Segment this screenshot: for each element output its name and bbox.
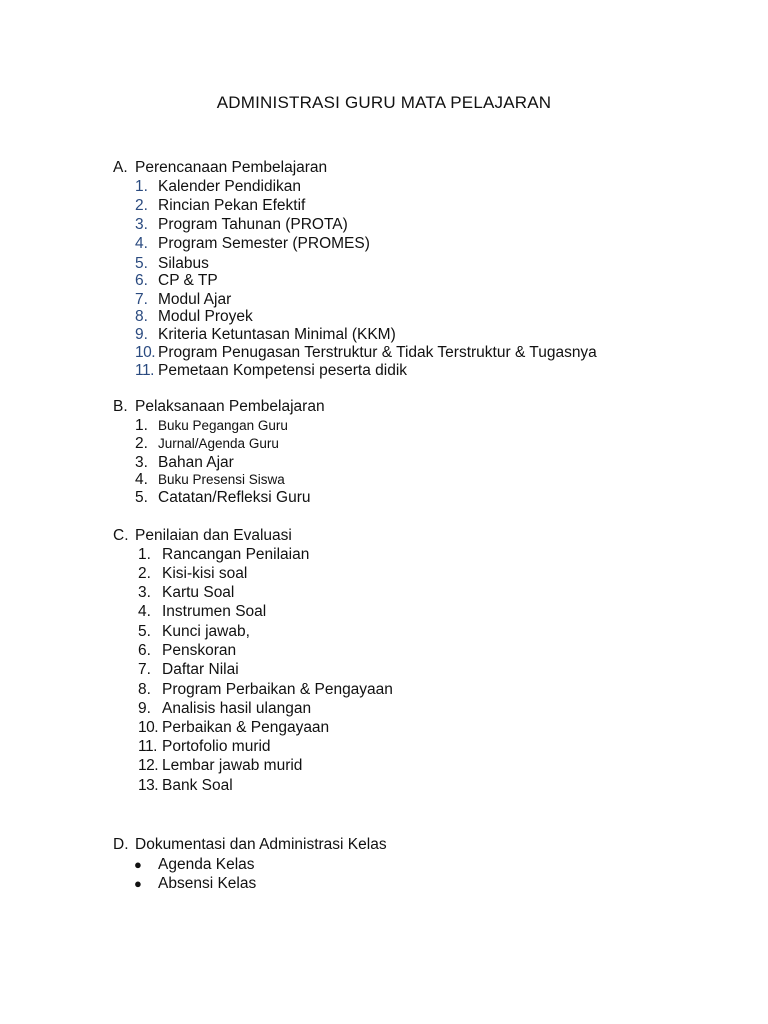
- section-c-heading: [113, 527, 292, 545]
- list-item: [135, 362, 407, 380]
- item-text: Analisis hasil ulangan: [162, 700, 312, 717]
- item-number: 2.: [135, 435, 148, 452]
- item-number: 1.: [135, 417, 148, 434]
- item-text: CP & TP: [158, 272, 218, 289]
- list-item: [135, 216, 348, 234]
- item-number: 13.: [138, 777, 159, 794]
- item-number: 1.: [135, 178, 148, 195]
- list-item: [135, 326, 396, 344]
- item-text: Program Semester (PROMES): [158, 235, 370, 252]
- item-text: Kalender Pendidikan: [158, 178, 302, 195]
- item-number: 3.: [135, 454, 148, 471]
- list-item: [138, 738, 271, 756]
- item-number: 11.: [138, 738, 157, 755]
- item-number: 9.: [138, 700, 151, 717]
- bullet-text: Agenda Kelas: [158, 856, 255, 873]
- item-number: 3.: [135, 216, 148, 233]
- item-number: 8.: [135, 308, 148, 325]
- item-text: Kartu Soal: [162, 584, 235, 601]
- list-item: [135, 197, 305, 215]
- list-item: [138, 700, 311, 718]
- item-text: Penskoran: [162, 642, 237, 659]
- item-number: 7.: [138, 661, 151, 678]
- list-item: [135, 417, 288, 435]
- list-item: [138, 661, 239, 679]
- section-letter: C.: [113, 527, 129, 544]
- list-item: [138, 546, 309, 564]
- item-number: 4.: [135, 235, 148, 252]
- list-item: [138, 642, 236, 660]
- item-number: 1.: [138, 546, 151, 563]
- list-item: [135, 435, 279, 453]
- item-text: Buku Pegangan Guru: [158, 418, 288, 433]
- item-text: Kunci jawab,: [162, 623, 250, 640]
- list-item: [138, 623, 250, 641]
- item-text: Kisi-kisi soal: [162, 565, 248, 582]
- item-number: 12.: [138, 757, 159, 774]
- section-b-heading: [113, 398, 325, 416]
- item-number: 8.: [138, 681, 151, 698]
- section-title: Perencanaan Pembelajaran: [135, 159, 328, 176]
- item-number: 4.: [135, 471, 148, 488]
- page-title: ADMINISTRASI GURU MATA PELAJARAN: [216, 93, 552, 112]
- item-number: 3.: [138, 584, 151, 601]
- section-letter: B.: [113, 398, 128, 415]
- item-text: Pemetaan Kompetensi peserta didik: [158, 362, 408, 379]
- item-text: Bahan Ajar: [158, 454, 234, 471]
- item-number: 2.: [135, 197, 148, 214]
- bullet-icon: ●: [134, 876, 142, 891]
- item-number: 5.: [135, 489, 148, 506]
- item-text: Silabus: [158, 255, 209, 272]
- item-text: Perbaikan & Pengayaan: [162, 719, 330, 736]
- section-letter: D.: [113, 836, 129, 853]
- list-item: [135, 272, 218, 290]
- item-text: Program Tahunan (PROTA): [158, 216, 348, 233]
- item-number: 2.: [138, 565, 151, 582]
- list-item: [135, 291, 231, 309]
- item-text: Modul Ajar: [158, 291, 232, 308]
- list-item: [135, 308, 253, 326]
- section-d-heading: [113, 836, 387, 854]
- list-item: [135, 344, 597, 362]
- bullet-item: [134, 856, 255, 874]
- item-text: Catatan/Refleksi Guru: [158, 489, 311, 506]
- list-item: [135, 489, 311, 507]
- list-item: [135, 255, 209, 273]
- bullet-text: Absensi Kelas: [158, 875, 257, 892]
- bullet-icon: ●: [134, 857, 142, 872]
- item-number: 6.: [135, 272, 148, 289]
- item-number: 5.: [138, 623, 151, 640]
- item-number: 10.: [138, 719, 159, 736]
- item-number: 5.: [135, 255, 148, 272]
- item-text: Bank Soal: [162, 777, 233, 794]
- item-text: Jurnal/Agenda Guru: [158, 436, 279, 451]
- list-item: [138, 757, 302, 775]
- list-item: [138, 719, 329, 737]
- item-text: Daftar Nilai: [162, 661, 239, 678]
- item-number: 7.: [135, 291, 148, 308]
- item-number: 11.: [135, 362, 154, 379]
- section-title: Penilaian dan Evaluasi: [135, 527, 292, 544]
- list-item: [138, 565, 247, 583]
- item-text: Modul Proyek: [158, 308, 253, 325]
- item-text: Rancangan Penilaian: [162, 546, 310, 563]
- item-number: 9.: [135, 326, 148, 343]
- list-item: [138, 584, 234, 602]
- list-item: [135, 235, 370, 253]
- item-text: Rincian Pekan Efektif: [158, 197, 306, 214]
- section-title: Pelaksanaan Pembelajaran: [135, 398, 325, 415]
- list-item: [135, 454, 234, 472]
- section-title: Dokumentasi dan Administrasi Kelas: [135, 836, 387, 853]
- list-item: [138, 681, 393, 699]
- item-text: Kriteria Ketuntasan Minimal (KKM): [158, 326, 396, 343]
- item-text: Program Penugasan Terstruktur & Tidak Terstruktur & Tugasnya: [158, 344, 597, 361]
- section-a-heading: [113, 159, 327, 177]
- list-item: [138, 603, 266, 621]
- bullet-item: [134, 875, 256, 893]
- item-text: Lembar jawab murid: [162, 757, 303, 774]
- item-number: 4.: [138, 603, 151, 620]
- item-number: 10.: [135, 344, 156, 361]
- item-text: Program Perbaikan & Pengayaan: [162, 681, 393, 698]
- item-text: Instrumen Soal: [162, 603, 267, 620]
- list-item: [135, 178, 301, 196]
- list-item: [135, 471, 285, 489]
- list-item: [138, 777, 233, 795]
- item-text: Buku Presensi Siswa: [158, 472, 285, 487]
- section-letter: A.: [113, 159, 128, 176]
- item-number: 6.: [138, 642, 151, 659]
- item-text: Portofolio murid: [162, 738, 271, 755]
